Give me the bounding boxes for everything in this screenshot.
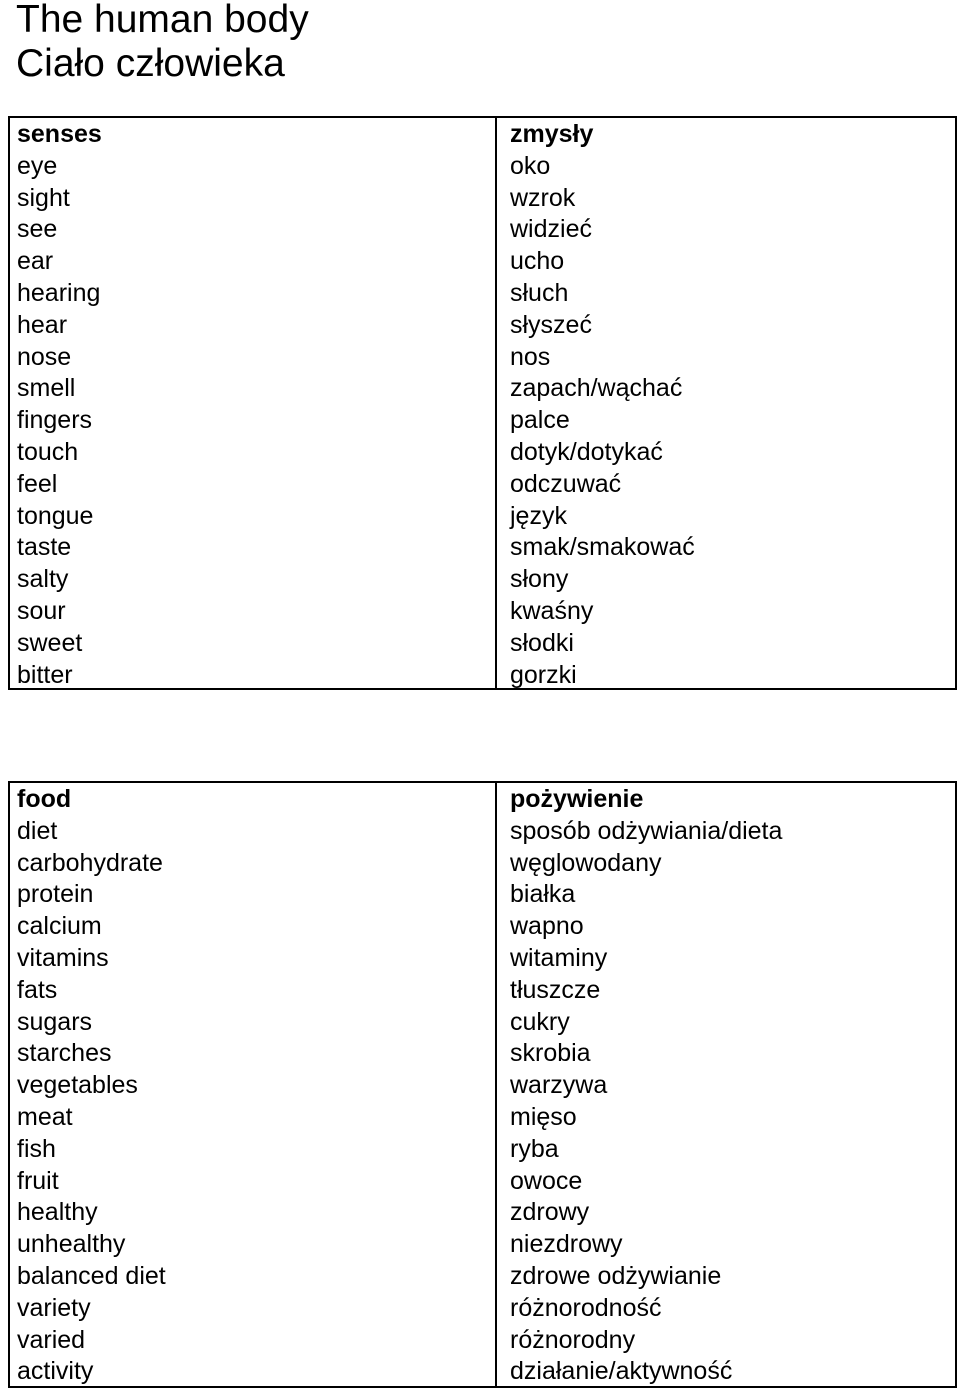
senses-english-term: taste	[17, 533, 72, 562]
food-polish-term: zdrowy	[510, 1198, 590, 1227]
senses-english-term: ear	[17, 247, 54, 276]
senses-english-term: smell	[17, 374, 76, 403]
food-polish-term: sposób odżywiania/dieta	[510, 816, 783, 845]
food-english-term: calcium	[17, 912, 102, 941]
senses-polish-term: nos	[510, 342, 551, 371]
senses-english-rows	[10, 118, 495, 691]
food-polish-term: niezdrowy	[510, 1230, 623, 1259]
food-english-term: variety	[17, 1293, 91, 1322]
food-english-term: starches	[17, 1039, 112, 1068]
senses-polish-term: wzrok	[510, 183, 576, 212]
food-polish-column	[497, 783, 955, 1386]
food-header-polish: pożywienie	[510, 785, 644, 813]
title-english: The human body	[16, 0, 309, 41]
senses-polish-term: widzieć	[510, 215, 592, 244]
senses-polish-term: kwaśny	[510, 596, 594, 625]
title-polish: Ciało człowieka	[16, 42, 285, 85]
food-polish-term: mięso	[510, 1102, 577, 1131]
senses-polish-term: ucho	[510, 247, 565, 276]
senses-english-term: feel	[17, 469, 58, 498]
senses-english-term: tongue	[17, 501, 94, 530]
senses-english-term: see	[17, 215, 58, 244]
food-polish-term: owoce	[510, 1166, 583, 1195]
food-polish-term: działanie/aktywność	[510, 1357, 733, 1386]
food-english-term: sugars	[17, 1007, 93, 1036]
food-english-rows	[10, 783, 495, 1388]
food-english-term: carbohydrate	[17, 848, 163, 877]
food-english-term: balanced diet	[17, 1261, 166, 1290]
food-polish-term: białka	[510, 880, 576, 909]
senses-english-term: eye	[17, 151, 58, 180]
senses-english-term: bitter	[17, 660, 73, 689]
senses-polish-term: słodki	[510, 628, 574, 657]
food-english-term: fats	[17, 975, 58, 1004]
senses-english-column	[10, 118, 497, 688]
food-polish-term: witaminy	[510, 943, 608, 972]
food-english-term: diet	[17, 816, 58, 845]
food-english-term: healthy	[17, 1198, 98, 1227]
senses-polish-term: zapach/wąchać	[510, 374, 683, 403]
senses-header-polish: zmysły	[510, 120, 594, 148]
food-polish-term: cukry	[510, 1007, 570, 1036]
senses-polish-term: smak/smakować	[510, 533, 695, 562]
food-english-term: varied	[17, 1325, 86, 1354]
food-polish-term: różnorodny	[510, 1325, 636, 1354]
senses-english-term: sour	[17, 596, 66, 625]
food-header-english: food	[17, 785, 72, 813]
senses-polish-column	[497, 118, 955, 688]
food-vocabulary-table	[8, 781, 957, 1388]
senses-english-term: hearing	[17, 278, 101, 307]
food-english-term: fish	[17, 1134, 56, 1163]
food-polish-term: tłuszcze	[510, 975, 601, 1004]
senses-english-term: salty	[17, 565, 69, 594]
food-polish-term: warzywa	[510, 1071, 608, 1100]
food-english-term: activity	[17, 1357, 94, 1386]
food-english-term: meat	[17, 1102, 73, 1131]
senses-english-term: touch	[17, 437, 79, 466]
senses-vocabulary-table	[8, 116, 957, 690]
food-polish-term: różnorodność	[510, 1293, 662, 1322]
food-polish-term: skrobia	[510, 1039, 591, 1068]
food-polish-term: ryba	[510, 1134, 559, 1163]
senses-polish-term: odczuwać	[510, 469, 622, 498]
senses-polish-term: słuch	[510, 278, 569, 307]
food-english-term: vitamins	[17, 943, 109, 972]
page-title	[16, 0, 309, 86]
food-polish-term: wapno	[510, 912, 584, 941]
food-english-term: protein	[17, 880, 94, 909]
food-polish-term: zdrowe odżywianie	[510, 1261, 722, 1290]
food-polish-term: węglowodany	[510, 848, 662, 877]
senses-english-term: fingers	[17, 406, 93, 435]
senses-polish-term: gorzki	[510, 660, 577, 689]
senses-polish-term: słony	[510, 565, 569, 594]
senses-polish-term: palce	[510, 406, 570, 435]
senses-header-english: senses	[17, 120, 102, 148]
senses-polish-term: oko	[510, 151, 551, 180]
food-polish-rows	[497, 783, 955, 1388]
senses-polish-term: język	[510, 501, 567, 530]
senses-english-term: sweet	[17, 628, 83, 657]
food-english-column	[10, 783, 497, 1386]
food-english-term: unhealthy	[17, 1230, 126, 1259]
food-english-term: vegetables	[17, 1071, 138, 1100]
senses-english-term: sight	[17, 183, 70, 212]
senses-polish-term: słyszeć	[510, 310, 592, 339]
senses-english-term: hear	[17, 310, 68, 339]
food-english-term: fruit	[17, 1166, 59, 1195]
senses-english-term: nose	[17, 342, 72, 371]
senses-polish-rows	[497, 118, 955, 691]
senses-polish-term: dotyk/dotykać	[510, 437, 663, 466]
